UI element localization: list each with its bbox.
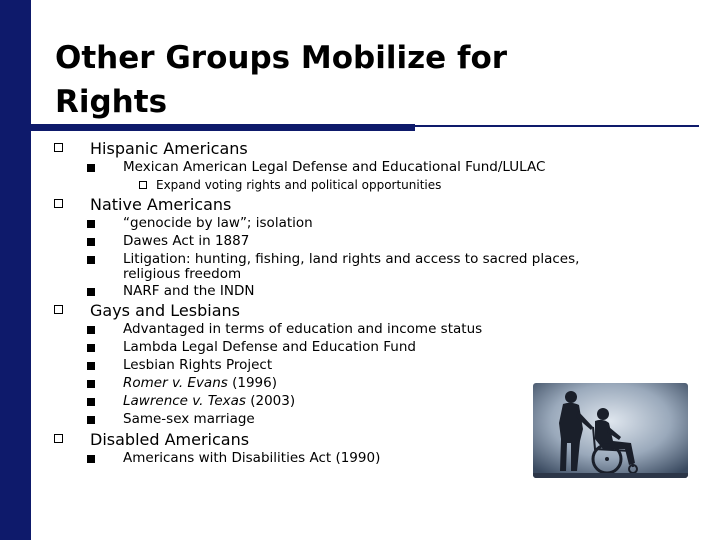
filled-square-bullet-icon — [87, 398, 95, 406]
list-item: Litigation: hunting, fishing, land rights and access to sacred places, religious freedom — [123, 252, 579, 282]
square-bullet-icon — [139, 181, 147, 189]
case-year: (2003) — [245, 393, 296, 409]
filled-square-bullet-icon — [87, 220, 95, 228]
list-item — [123, 376, 277, 391]
case-name: Romer v. Evans — [123, 375, 228, 391]
list-item: Advantaged in terms of education and income status — [123, 322, 482, 337]
list-item — [123, 394, 295, 409]
case-name: Lawrence v. Texas — [123, 393, 246, 409]
section-heading-native: Native Americans — [90, 195, 231, 215]
filled-square-bullet-icon — [87, 288, 95, 296]
list-item: Americans with Disabilities Act (1990) — [123, 451, 380, 466]
filled-square-bullet-icon — [87, 326, 95, 334]
list-item: Mexican American Legal Defense and Educational Fund/LULAC — [123, 160, 545, 175]
title-line-1: Other Groups Mobilize for — [55, 40, 508, 76]
filled-square-bullet-icon — [87, 455, 95, 463]
filled-square-bullet-icon — [87, 256, 95, 264]
filled-square-bullet-icon — [87, 380, 95, 388]
section-heading-hispanic: Hispanic Americans — [90, 139, 248, 159]
list-item: Lambda Legal Defense and Education Fund — [123, 340, 416, 355]
square-bullet-icon — [54, 199, 63, 208]
list-item: NARF and the INDN — [123, 284, 254, 299]
filled-square-bullet-icon — [87, 362, 95, 370]
square-bullet-icon — [54, 434, 63, 443]
case-year: (1996) — [227, 375, 277, 391]
filled-square-bullet-icon — [87, 416, 95, 424]
section-heading-gays-lesbians: Gays and Lesbians — [90, 301, 240, 321]
list-item: “genocide by law”; isolation — [123, 216, 313, 231]
filled-square-bullet-icon — [87, 238, 95, 246]
sub-list-item: Expand voting rights and political opportunities — [156, 178, 441, 192]
list-item: Same-sex marriage — [123, 412, 255, 427]
square-bullet-icon — [54, 143, 63, 152]
filled-square-bullet-icon — [87, 344, 95, 352]
list-item: Lesbian Rights Project — [123, 358, 272, 373]
list-item: Dawes Act in 1887 — [123, 234, 249, 249]
section-heading-disabled: Disabled Americans — [90, 430, 249, 450]
filled-square-bullet-icon — [87, 164, 95, 172]
wheelchair-photo-icon — [533, 383, 688, 478]
title-line-2: Rights — [55, 84, 168, 120]
square-bullet-icon — [54, 305, 63, 314]
